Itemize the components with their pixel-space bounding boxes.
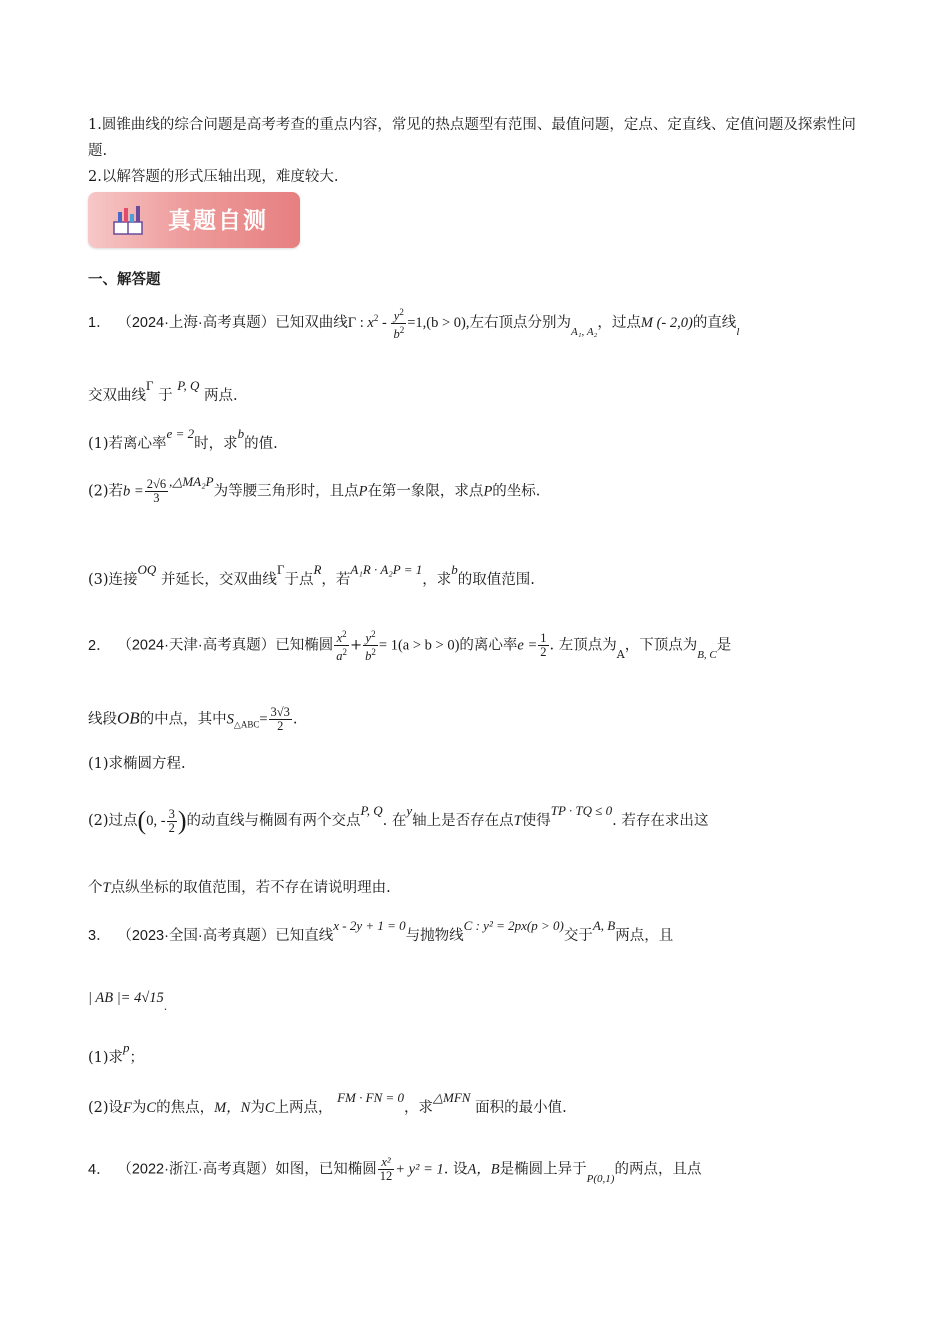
point-t: T — [102, 880, 111, 896]
text: . — [163, 1000, 168, 1013]
text: 轴上是否存在点 — [412, 813, 514, 829]
gamma: Γ — [146, 378, 154, 393]
text: ，求 — [404, 1100, 434, 1116]
question-source: （2024·上海·高考真题） — [124, 314, 276, 331]
hyperbola-equation: Γ : $x^2$ - $\frac{y^2}{b^2}$ — [347, 307, 405, 342]
question-3-part-2 — [88, 1090, 868, 1117]
text: ，过点 — [597, 314, 641, 331]
text: (2)设 — [88, 1100, 124, 1116]
text: 的值. — [244, 436, 278, 452]
equals: = — [259, 711, 268, 728]
intro — [88, 112, 864, 190]
point-r: R — [313, 562, 322, 577]
condition: =1,(b > 0), — [407, 314, 470, 331]
text: 个 — [88, 880, 103, 896]
area-subscript: △ABC — [233, 719, 260, 730]
book-chart-icon — [110, 202, 146, 238]
section-banner — [88, 192, 300, 248]
text: 的离心率 — [459, 637, 518, 654]
text: 为等腰三角形时，且点 — [213, 483, 359, 500]
question-1-part-1 — [88, 426, 868, 453]
fraction: $\frac{1}{2}$ — [540, 631, 547, 660]
text: . 若存在求出这 — [612, 813, 709, 829]
question-3-part-1 — [88, 1040, 868, 1067]
var-b: b — [451, 562, 458, 577]
line-equation: x - 2y + 1 = 0 — [333, 918, 406, 933]
intro-point-2: 2.以解答题的形式压轴出现，难度较大. — [88, 169, 339, 185]
intro-point-1: 1.圆锥曲线的综合问题是高考考查的重点内容，常见的热点题型有范围、最值问题，定点、定直线、定值问题及探索性问题. — [88, 117, 856, 159]
question-2-stem: 2． （2024·天津·高考真题）已知椭圆 $\frac{x^2}{a^2}$ + $\frac{y^2}{b^2}$ = 1(a > b > 0)的离心率e = $\frac{1}{2}$ . 左顶点为$_A$，下顶点为$_{B, C}$是 — [88, 629, 732, 664]
text: . 设 — [443, 1161, 468, 1178]
segment-oq: OQ — [137, 562, 157, 577]
text: 于 — [158, 388, 173, 404]
eccentricity: e = 2 — [166, 426, 195, 441]
text: 的坐标. — [492, 483, 541, 500]
var-p: p — [123, 1040, 130, 1055]
fraction: $\frac{3√3}{2}$ — [270, 705, 290, 733]
var-b: b = — [123, 483, 144, 500]
text: 交于 — [563, 928, 593, 944]
condition: = 1(a > b > 0) — [378, 637, 460, 654]
question-source: （2024·天津·高考真题） — [124, 637, 276, 654]
text: . — [292, 711, 298, 728]
points-pq: P, Q — [360, 803, 383, 818]
point-p: P — [483, 483, 493, 500]
fraction: $\frac{2√6}{3}$ — [146, 477, 167, 505]
text: 为 — [250, 1100, 265, 1116]
text: 线段 — [88, 711, 117, 728]
text: 已知双曲线 — [275, 314, 348, 331]
point-f: F — [123, 1100, 132, 1116]
text: ，求 — [422, 572, 452, 588]
question-1-part-2 — [88, 473, 868, 505]
point-p: P — [358, 483, 368, 500]
text: 已知椭圆 — [275, 637, 334, 654]
segment-ob: OB — [117, 708, 140, 728]
chord-length: | AB |= 4√15 — [88, 990, 164, 1006]
point-coord: 0, - — [146, 813, 166, 829]
text: 的两点，且点 — [614, 1161, 702, 1178]
text: 并延长，交双曲线 — [160, 572, 277, 588]
question-source: （2023·全国·高考真题） — [124, 928, 276, 944]
question-number: 2． — [88, 637, 111, 654]
text: . 左顶点为 — [549, 637, 617, 654]
point-p: P(0,1) — [586, 1172, 615, 1185]
axis-y: y — [406, 803, 413, 818]
points-ab: A，B — [467, 1161, 500, 1178]
question-3-stem — [88, 918, 868, 945]
question-1-stem-cont — [88, 378, 868, 405]
question-4-stem — [88, 1156, 868, 1183]
text: 交双曲线 — [88, 388, 146, 404]
point-t: T — [513, 813, 522, 829]
text: 左右顶点分别为 — [469, 314, 571, 331]
question-source: （2022·浙江·高考真题） — [124, 1161, 276, 1178]
text: 的直线 — [692, 314, 737, 331]
text: ，若 — [321, 572, 351, 588]
text: ； — [129, 1050, 145, 1066]
curve-c: C — [146, 1100, 157, 1116]
ellipse-equation: + y² = 1 — [395, 1161, 444, 1178]
text: . 在 — [382, 813, 407, 829]
text: (2)若 — [88, 483, 124, 500]
text: 的焦点， — [156, 1100, 215, 1116]
text: 为 — [131, 1100, 147, 1116]
text: 面积的最小值. — [475, 1100, 567, 1116]
question-number: 1． — [88, 314, 111, 331]
section-heading: 一、解答题 — [88, 272, 161, 288]
fraction: $\frac{3}{2}$ — [168, 806, 175, 835]
var-b: b — [237, 426, 245, 441]
line-l: l — [736, 325, 740, 338]
question-2-part-1: (1)求椭圆方程. — [88, 756, 186, 772]
question-3-stem-cont — [88, 990, 868, 1013]
text: 的取值范围. — [457, 572, 535, 588]
question-2-part-2-cont — [88, 876, 868, 897]
question-2-part-2: (2)过点(0, - $\frac{3}{2}$ )的动直线与椭圆有两个交点P, Q. 在y轴上是否存在点T使得TP · TQ ≤ 0. 若存在求出这 — [88, 803, 709, 835]
text: (1)若离心率 — [88, 436, 167, 452]
text: 点纵坐标的取值范围，若不存在请说明理由. — [110, 880, 391, 896]
dot-product: A₁R · A₂P = 1 — [350, 562, 423, 577]
question-number: 4． — [88, 1161, 111, 1178]
text: 已知直线 — [275, 928, 334, 944]
question-number: 3． — [88, 928, 111, 944]
text: (1)求 — [88, 1050, 124, 1066]
vertices: A₁, A₂ — [570, 325, 598, 338]
text: 两点. — [204, 388, 238, 404]
text: 与抛物线 — [405, 928, 464, 944]
text: 是椭圆上异于 — [499, 1161, 587, 1178]
question-1-stem — [88, 306, 868, 341]
points-ab: A, B — [592, 918, 616, 933]
triangle: △MFN — [433, 1090, 471, 1105]
text: 的动直线与椭圆有两个交点 — [186, 813, 361, 829]
gamma: Γ — [276, 562, 285, 577]
point-m: M (- 2,0) — [640, 314, 693, 331]
eccentricity: e = — [517, 637, 538, 654]
points-pq: P, Q — [177, 378, 200, 393]
text: 时，求 — [194, 436, 238, 452]
points-bc: B, C — [697, 648, 717, 661]
text: 如图，已知椭圆 — [275, 1161, 377, 1178]
triangle: ,△MA₂P — [169, 473, 214, 489]
point-a: A — [616, 647, 625, 661]
fraction: $\frac{y^2}{b^2}$ — [365, 629, 376, 664]
text: 使得 — [521, 813, 551, 829]
text: 两点，且 — [615, 928, 674, 944]
text: ，下顶点为 — [624, 637, 698, 654]
banner-title: 真题自测 — [168, 208, 268, 234]
area-symbol: S — [226, 711, 234, 728]
text: 是 — [716, 637, 732, 654]
text: (2)过点 — [88, 813, 138, 829]
text: 的中点，其中 — [139, 711, 227, 728]
parabola-equation: C : y² = 2px(p > 0) — [463, 918, 564, 933]
fraction: $\frac{x^2}{a^2}$ — [336, 629, 347, 664]
text: 上两点， — [274, 1100, 333, 1116]
points-mn: M，N — [214, 1100, 251, 1116]
question-1-part-3 — [88, 562, 868, 589]
text: 在第一象限，求点 — [367, 483, 484, 500]
fraction: $\frac{\text{x²}}{12}$ — [379, 1155, 393, 1183]
question-2-stem-cont — [88, 706, 868, 733]
dot-product: FM · FN = 0 — [337, 1090, 405, 1105]
curve-c: C — [264, 1100, 275, 1116]
dot-product-inequality: TP · TQ ≤ 0 — [550, 803, 613, 818]
text: 于点 — [284, 572, 314, 588]
text: (3)连接 — [88, 572, 138, 588]
